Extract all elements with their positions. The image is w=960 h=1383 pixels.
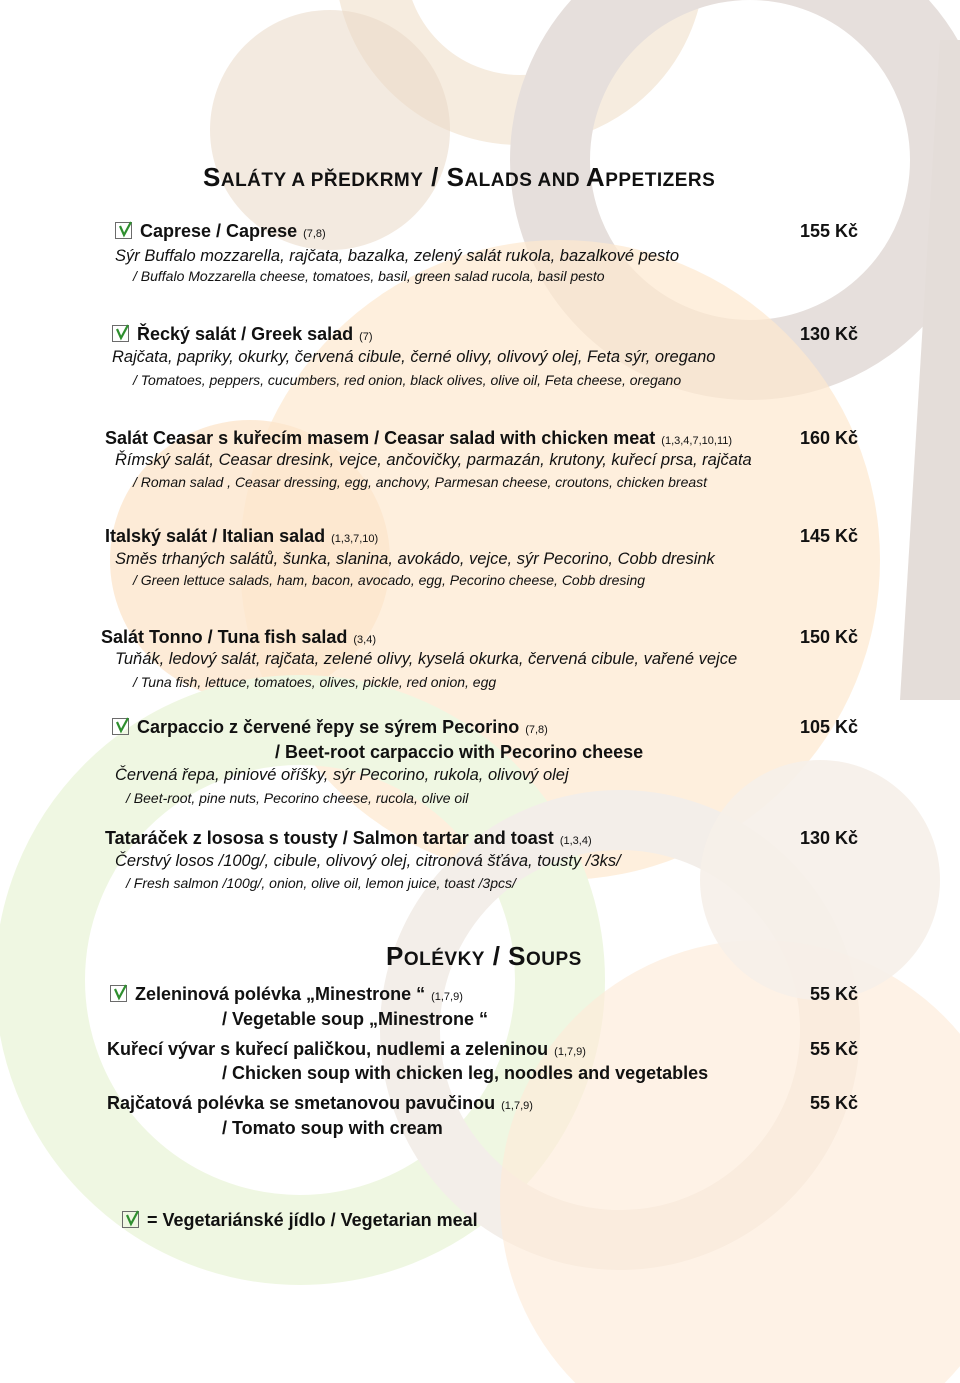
- menu-item-desc-cz: Sýr Buffalo mozzarella, rajčata, bazalka, zelený salát rukola, bazalkové pesto: [115, 247, 680, 265]
- menu-item-desc-cz: Rajčata, papriky, okurky, červená cibule, černé olivy, olivový olej, Feta sýr, oregano: [112, 348, 716, 366]
- vegetarian-icon: [112, 325, 129, 342]
- salads-heading: SALÁTY A PŘEDKRMY / SALADS AND APPETIZERS: [203, 162, 716, 192]
- menu-item-desc-cz: Tuňák, ledový salát, rajčata, zelené olivy, kyselá okurka, červená cibule, vařené vejce: [115, 650, 738, 668]
- menu-item-title: Carpaccio z červené řepy se sýrem Pecorino (7,8): [112, 717, 548, 738]
- vegetarian-legend: = Vegetariánské jídlo / Vegetarian meal: [122, 1210, 478, 1231]
- menu-item-desc-en: / Roman salad , Ceasar dressing, egg, anchovy, Parmesan cheese, croutons, chicken breast: [133, 474, 708, 490]
- menu-item-desc-en: / Buffalo Mozzarella cheese, tomatoes, basil, green salad rucola, basil pesto: [133, 268, 605, 284]
- menu-item-title: Salát Tonno / Tuna fish salad (3,4): [101, 627, 376, 647]
- menu-item-price: 130 Kč: [799, 828, 858, 848]
- vegetarian-icon: [110, 985, 127, 1002]
- menu-item-price: 130 Kč: [799, 324, 858, 344]
- menu-item-desc-cz: Směs trhaných salátů, šunka, slanina, avokádo, vejce, sýr Pecorino, Cobb dresink: [115, 550, 715, 568]
- menu-item-price: 160 Kč: [799, 428, 858, 448]
- soups-heading: POLÉVKY / SOUPS: [386, 941, 582, 971]
- menu-item-title: Zeleninová polévka „Minestrone “ (1,7,9): [110, 984, 463, 1005]
- menu-item-title-en: / Vegetable soup „Minestrone “: [222, 1009, 489, 1029]
- menu-item-title: Kuřecí vývar s kuřecí paličkou, nudlemi a zeleninou (1,7,9): [107, 1039, 586, 1059]
- menu-item-price: 105 Kč: [799, 717, 858, 737]
- menu-item-desc-cz: Římský salát, Ceasar dresink, vejce, ančovičky, parmazán, krutony, kuřecí prsa, rajčata: [115, 451, 752, 469]
- menu-item-desc-en: / Tomatoes, peppers, cucumbers, red onion, black olives, olive oil, Feta cheese, oregano: [133, 372, 682, 388]
- menu-item-price: 145 Kč: [799, 526, 858, 546]
- menu-item-title: Italský salát / Italian salad (1,3,7,10): [105, 526, 379, 546]
- menu-item-price: 150 Kč: [799, 627, 858, 647]
- vegetarian-icon: [115, 222, 132, 239]
- menu-item-title: Řecký salát / Greek salad (7): [112, 324, 373, 345]
- menu-item-desc-cz: Červená řepa, piniové oříšky, sýr Pecorino, rukola, olivový olej: [115, 766, 569, 784]
- menu-item-title-en: / Beet-root carpaccio with Pecorino cheese: [275, 742, 644, 762]
- menu-item-price: 55 Kč: [809, 1093, 858, 1113]
- menu-item-title-en: / Tomato soup with cream: [222, 1118, 443, 1138]
- vegetarian-icon: [112, 718, 129, 735]
- menu-item-desc-cz: Čerstvý losos /100g/, cibule, olivový olej, citronová šťáva, tousty /3ks/: [115, 852, 621, 870]
- vegetarian-icon: [122, 1211, 139, 1228]
- menu-item-title: Rajčatová polévka se smetanovou pavučinou (1,7,9): [107, 1093, 533, 1113]
- menu-item-desc-en: / Fresh salmon /100g/, onion, olive oil, lemon juice, toast /3pcs/: [126, 875, 516, 891]
- menu-item-title: Salát Ceasar s kuřecím masem / Ceasar salad with chicken meat (1,3,4,7,10,11): [105, 428, 733, 448]
- menu-item-desc-en: / Beet-root, pine nuts, Pecorino cheese, rucola, olive oil: [126, 790, 469, 806]
- menu-item-title-en: / Chicken soup with chicken leg, noodles and vegetables: [222, 1063, 709, 1083]
- menu-item-desc-en: / Tuna fish, lettuce, tomatoes, olives, pickle, red onion, egg: [133, 674, 497, 690]
- menu-item-title: Tataráček z lososa s tousty / Salmon tartar and toast (1,3,4): [105, 828, 592, 848]
- menu-item-price: 155 Kč: [799, 221, 858, 241]
- menu-item-price: 55 Kč: [809, 984, 858, 1004]
- menu-item-desc-en: / Green lettuce salads, ham, bacon, avocado, egg, Pecorino cheese, Cobb dresing: [133, 572, 646, 588]
- menu-item-title: Caprese / Caprese (7,8): [115, 221, 326, 242]
- menu-item-price: 55 Kč: [809, 1039, 858, 1059]
